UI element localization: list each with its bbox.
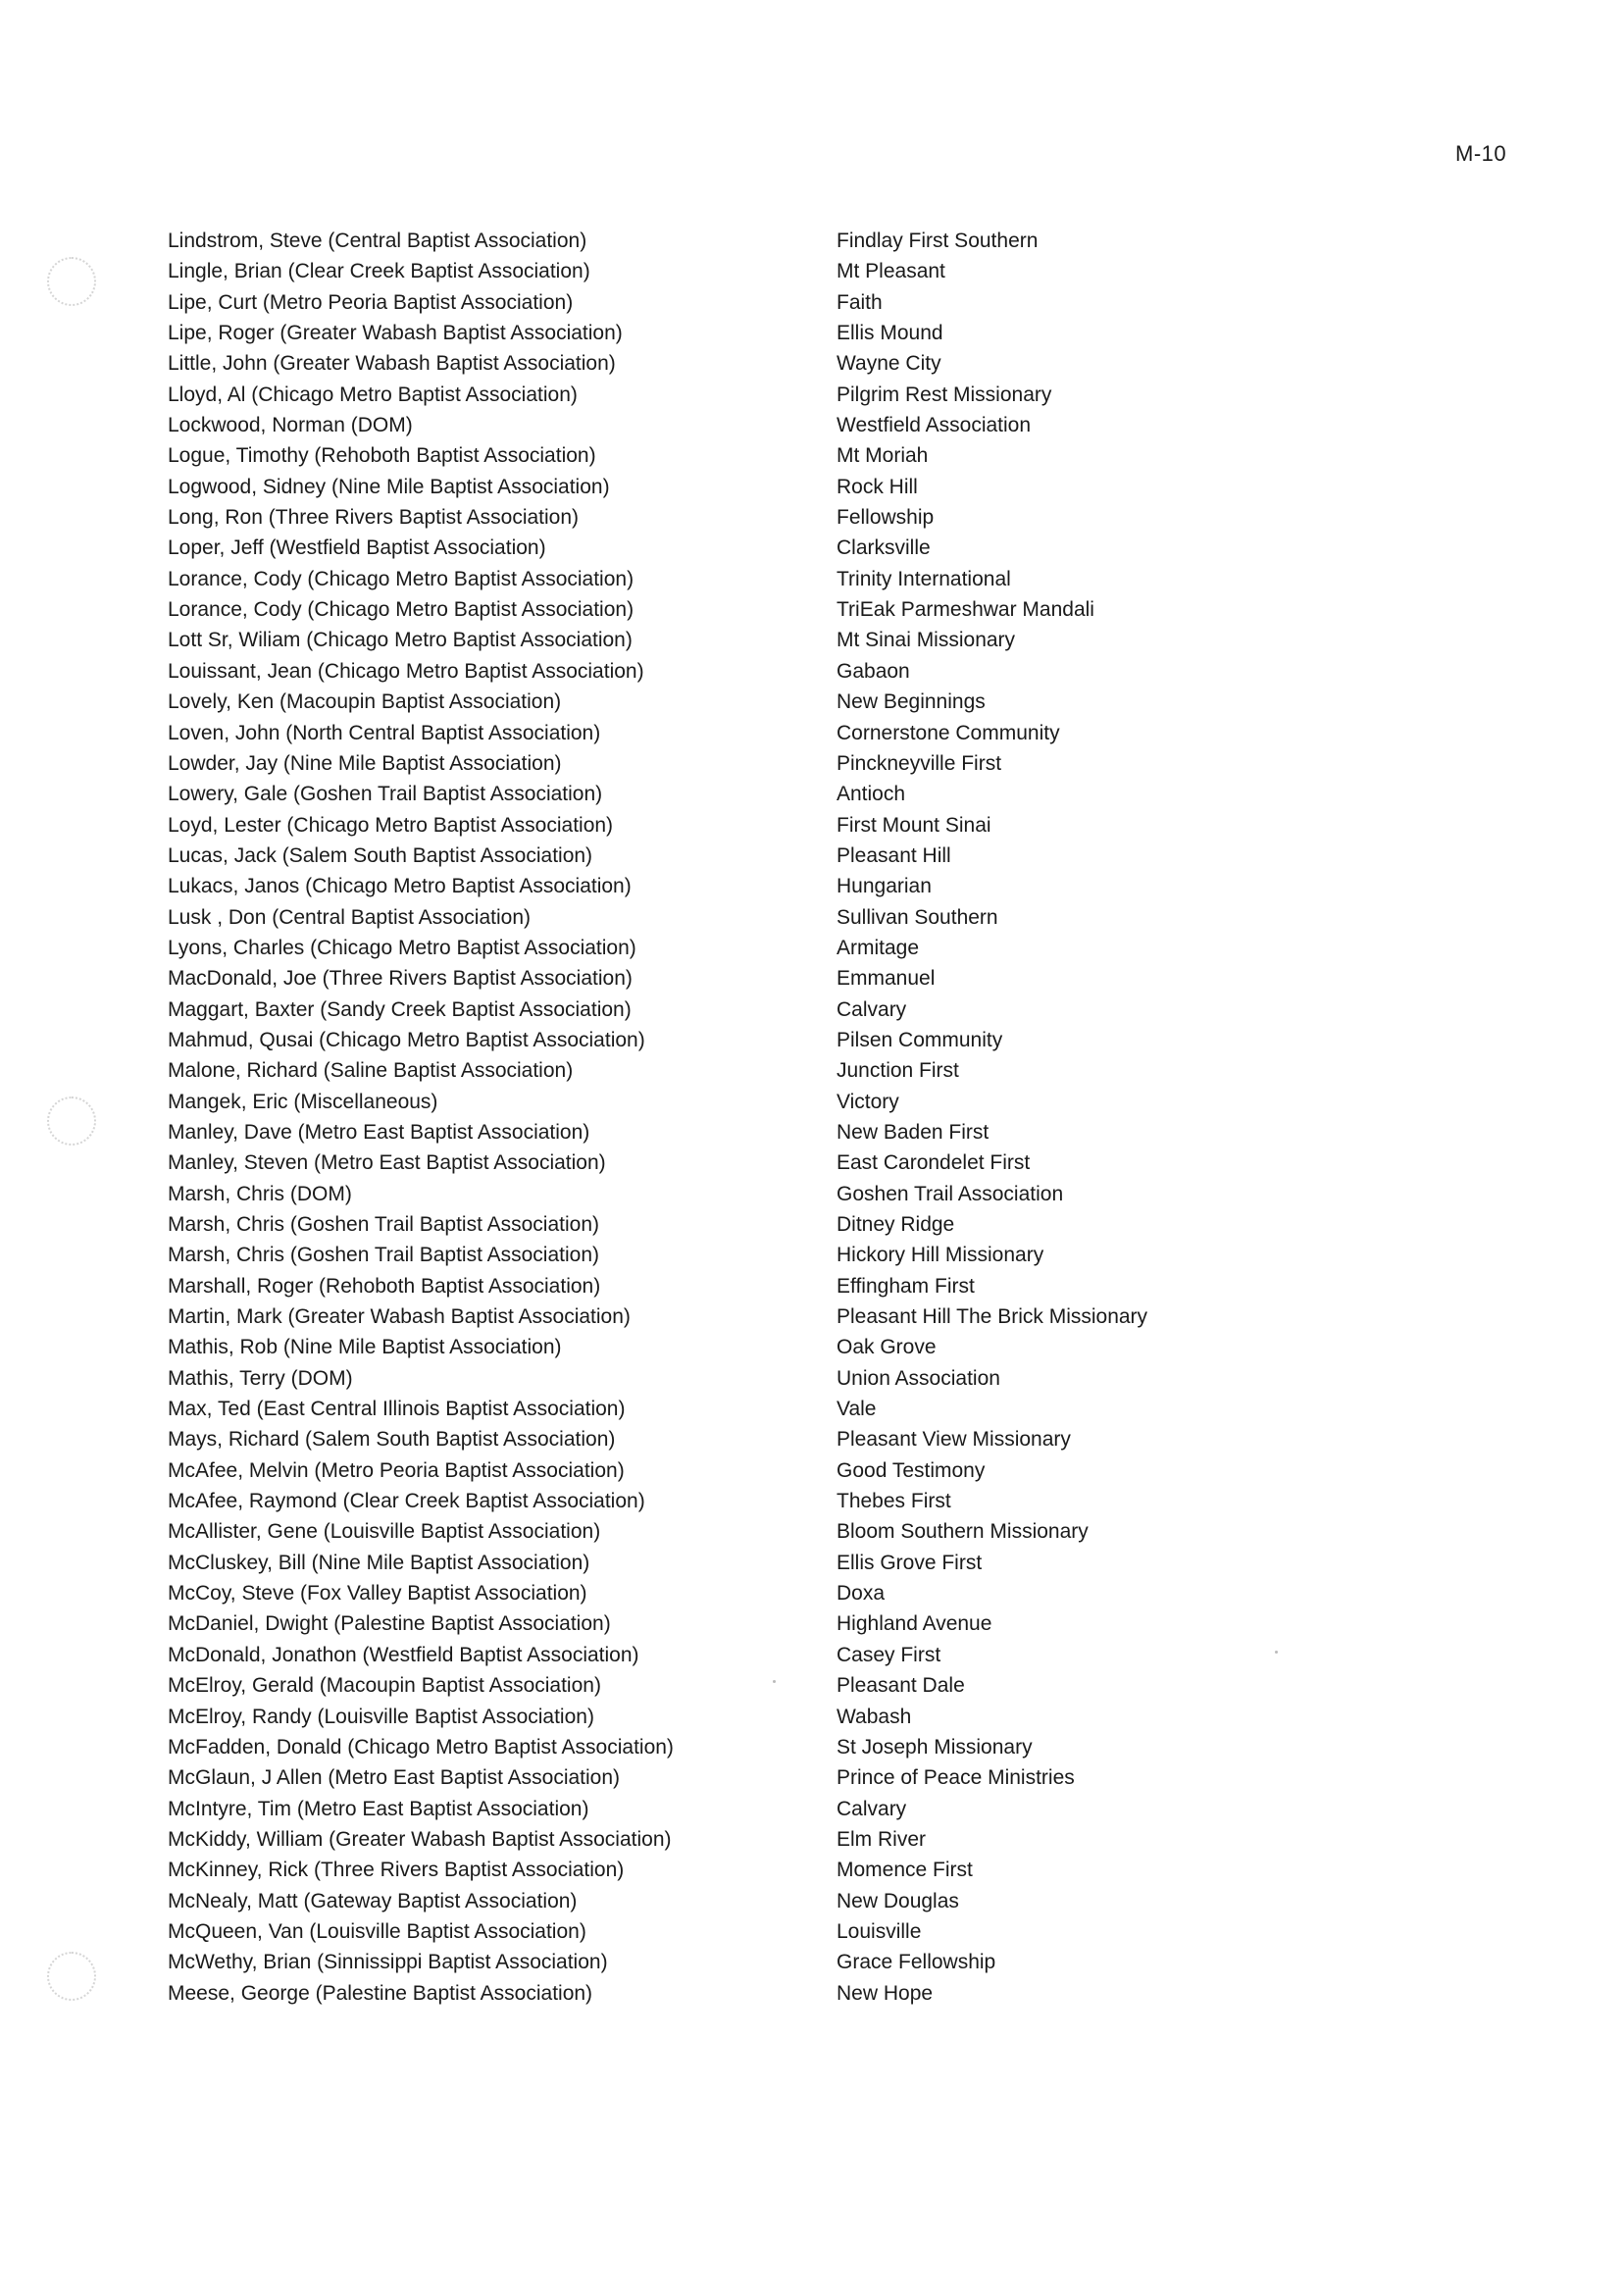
list-item: [168, 1548, 1246, 1578]
person-name: Mathis, Terry (DOM): [168, 1366, 353, 1390]
church-name: Pilgrim Rest Missionary: [837, 382, 1052, 406]
church-name: East Carondelet First: [837, 1151, 1031, 1175]
church-name: Casey First: [837, 1643, 941, 1666]
pastor-church-list: [168, 226, 1246, 2009]
person-name: McNealy, Matt (Gateway Baptist Association): [168, 1889, 578, 1912]
list-item: [168, 1947, 1246, 1977]
church-name: Union Association: [837, 1366, 1000, 1390]
church-name: Pleasant Dale: [837, 1674, 965, 1698]
church-name: Westfield Association: [837, 414, 1032, 437]
person-name: Lovely, Ken (Macoupin Baptist Association): [168, 690, 562, 714]
list-item: [168, 533, 1246, 563]
church-name: New Hope: [837, 1981, 934, 2005]
church-name: First Mount Sinai: [837, 813, 991, 837]
person-name: Marsh, Chris (Goshen Trail Baptist Association): [168, 1244, 599, 1267]
list-item: [168, 1240, 1246, 1270]
person-name: Lindstrom, Steve (Central Baptist Association): [168, 229, 587, 252]
church-name: Momence First: [837, 1859, 973, 1882]
list-item: [168, 1055, 1246, 1086]
list-item: [168, 1301, 1246, 1332]
list-item: [168, 410, 1246, 440]
person-name: Logwood, Sidney (Nine Mile Baptist Association): [168, 475, 610, 498]
church-name: Mt Sinai Missionary: [837, 629, 1016, 652]
person-name: McKiddy, William (Greater Wabash Baptist Association): [168, 1827, 672, 1851]
church-name: Gabaon: [837, 659, 910, 683]
church-name: Grace Fellowship: [837, 1951, 996, 1974]
person-name: Manley, Dave (Metro East Baptist Association): [168, 1120, 590, 1144]
list-item: [168, 1978, 1246, 2009]
church-name: Pinckneyville First: [837, 751, 1002, 775]
list-item: [168, 256, 1246, 286]
person-name: Mangek, Eric (Miscellaneous): [168, 1090, 438, 1113]
person-name: McAfee, Raymond (Clear Creek Baptist Association): [168, 1490, 645, 1513]
page-number: M-10: [1455, 141, 1507, 166]
punch-hole-mark-middle: [47, 1096, 96, 1146]
church-name: New Douglas: [837, 1889, 959, 1912]
church-name: Thebes First: [837, 1490, 951, 1513]
church-name: Vale: [837, 1398, 877, 1421]
list-item: [168, 564, 1246, 594]
person-name: Louissant, Jean (Chicago Metro Baptist Association): [168, 659, 644, 683]
scan-speck: [1275, 1651, 1278, 1654]
list-item: [168, 810, 1246, 841]
church-name: Highland Avenue: [837, 1612, 992, 1636]
person-name: Little, John (Greater Wabash Baptist Association): [168, 352, 616, 376]
person-name: Manley, Steven (Metro East Baptist Association): [168, 1151, 606, 1175]
person-name: Lyons, Charles (Chicago Metro Baptist Association): [168, 936, 636, 959]
person-name: Logue, Timothy (Rehoboth Baptist Association): [168, 444, 596, 468]
church-name: Ellis Grove First: [837, 1551, 983, 1574]
list-item: [168, 594, 1246, 625]
church-name: Antioch: [837, 783, 906, 806]
church-name: Effingham First: [837, 1274, 975, 1298]
church-name: Trinity International: [837, 567, 1011, 590]
list-item: [168, 380, 1246, 410]
church-name: Cornerstone Community: [837, 721, 1060, 744]
list-item: [168, 226, 1246, 256]
person-name: Lingle, Brian (Clear Creek Baptist Association): [168, 260, 590, 283]
list-item: [168, 625, 1246, 655]
list-item: [168, 1794, 1246, 1824]
person-name: McDonald, Jonathon (Westfield Baptist Association): [168, 1643, 639, 1666]
person-name: Lowery, Gale (Goshen Trail Baptist Association): [168, 783, 603, 806]
punch-hole-mark-bottom: [47, 1952, 96, 2001]
church-name: New Baden First: [837, 1120, 990, 1144]
list-item: [168, 1886, 1246, 1916]
church-name: Findlay First Southern: [837, 229, 1039, 252]
list-item: [168, 1824, 1246, 1855]
list-item: [168, 933, 1246, 963]
church-name: Elm River: [837, 1827, 927, 1851]
person-name: Maggart, Baxter (Sandy Creek Baptist Association): [168, 997, 632, 1021]
list-item: [168, 440, 1246, 471]
list-item: [168, 1394, 1246, 1424]
punch-hole-mark-top: [47, 257, 96, 306]
church-name: TriEak Parmeshwar Mandali: [837, 598, 1094, 622]
person-name: Mahmud, Qusai (Chicago Metro Baptist Association): [168, 1028, 645, 1051]
person-name: Max, Ted (East Central Illinois Baptist Association): [168, 1398, 626, 1421]
person-name: Long, Ron (Three Rivers Baptist Association): [168, 506, 580, 530]
church-name: Rock Hill: [837, 475, 918, 498]
church-name: Faith: [837, 290, 883, 314]
church-name: New Beginnings: [837, 690, 986, 714]
person-name: Loven, John (North Central Baptist Association): [168, 721, 601, 744]
person-name: McKinney, Rick (Three Rivers Baptist Association): [168, 1859, 625, 1882]
list-item: [168, 1025, 1246, 1055]
person-name: McCluskey, Bill (Nine Mile Baptist Association): [168, 1551, 590, 1574]
church-name: Ditney Ridge: [837, 1213, 955, 1236]
church-name: Mt Pleasant: [837, 260, 945, 283]
church-name: St Joseph Missionary: [837, 1735, 1033, 1759]
list-item: [168, 1117, 1246, 1147]
list-item: [168, 841, 1246, 871]
church-name: Pleasant Hill: [837, 843, 951, 867]
person-name: Marsh, Chris (DOM): [168, 1182, 352, 1205]
list-item: [168, 1608, 1246, 1639]
list-item: [168, 656, 1246, 687]
list-item: [168, 687, 1246, 717]
person-name: McFadden, Donald (Chicago Metro Baptist Association): [168, 1735, 674, 1759]
church-name: Ellis Mound: [837, 322, 943, 345]
person-name: Loyd, Lester (Chicago Metro Baptist Association): [168, 813, 614, 837]
church-name: Louisville: [837, 1919, 922, 1943]
person-name: McCoy, Steve (Fox Valley Baptist Association): [168, 1582, 587, 1606]
person-name: Meese, George (Palestine Baptist Association): [168, 1981, 593, 2005]
list-item: [168, 1424, 1246, 1454]
church-name: Fellowship: [837, 506, 935, 530]
list-item: [168, 1578, 1246, 1608]
church-name: Victory: [837, 1090, 899, 1113]
church-name: Hickory Hill Missionary: [837, 1244, 1044, 1267]
person-name: Lorance, Cody (Chicago Metro Baptist Association): [168, 567, 634, 590]
person-name: Lockwood, Norman (DOM): [168, 414, 413, 437]
church-name: Hungarian: [837, 875, 932, 898]
church-name: Calvary: [837, 1797, 907, 1820]
list-item: [168, 318, 1246, 348]
list-item: [168, 1147, 1246, 1178]
person-name: Marshall, Roger (Rehoboth Baptist Association): [168, 1274, 601, 1298]
list-item: [168, 502, 1246, 533]
list-item: [168, 1179, 1246, 1209]
church-name: Doxa: [837, 1582, 886, 1606]
church-name: Emmanuel: [837, 967, 936, 991]
person-name: Lipe, Curt (Metro Peoria Baptist Association): [168, 290, 574, 314]
person-name: Lucas, Jack (Salem South Baptist Association): [168, 843, 593, 867]
person-name: McElroy, Randy (Louisville Baptist Association): [168, 1705, 594, 1728]
list-item: [168, 1087, 1246, 1117]
church-name: Junction First: [837, 1059, 959, 1083]
church-name: Good Testimony: [837, 1458, 986, 1482]
church-name: Prince of Peace Ministries: [837, 1766, 1075, 1790]
church-name: Pleasant Hill The Brick Missionary: [837, 1305, 1148, 1329]
person-name: Lipe, Roger (Greater Wabash Baptist Association): [168, 322, 623, 345]
person-name: Lorance, Cody (Chicago Metro Baptist Association): [168, 598, 634, 622]
person-name: Martin, Mark (Greater Wabash Baptist Association): [168, 1305, 631, 1329]
list-item: [168, 718, 1246, 748]
person-name: Mathis, Rob (Nine Mile Baptist Association): [168, 1336, 562, 1359]
person-name: Malone, Richard (Saline Baptist Association): [168, 1059, 574, 1083]
church-name: Pleasant View Missionary: [837, 1428, 1071, 1452]
list-item: [168, 472, 1246, 502]
list-item: [168, 994, 1246, 1025]
person-name: McDaniel, Dwight (Palestine Baptist Association): [168, 1612, 611, 1636]
list-item: [168, 1702, 1246, 1732]
church-name: Mt Moriah: [837, 444, 929, 468]
list-item: [168, 1670, 1246, 1701]
church-name: Pilsen Community: [837, 1028, 1003, 1051]
church-name: Armitage: [837, 936, 920, 959]
person-name: McElroy, Gerald (Macoupin Baptist Association): [168, 1674, 601, 1698]
person-name: Loper, Jeff (Westfield Baptist Association): [168, 536, 546, 560]
person-name: McWethy, Brian (Sinnissippi Baptist Association): [168, 1951, 608, 1974]
list-item: [168, 1363, 1246, 1394]
list-item: [168, 1209, 1246, 1240]
list-item: [168, 1916, 1246, 1947]
list-item: [168, 1855, 1246, 1885]
person-name: Marsh, Chris (Goshen Trail Baptist Association): [168, 1213, 599, 1236]
person-name: McAllister, Gene (Louisville Baptist Association): [168, 1520, 601, 1544]
person-name: McAfee, Melvin (Metro Peoria Baptist Association): [168, 1458, 625, 1482]
list-item: [168, 963, 1246, 994]
person-name: Lusk , Don (Central Baptist Association): [168, 905, 532, 929]
person-name: Lowder, Jay (Nine Mile Baptist Association): [168, 751, 562, 775]
person-name: McQueen, Van (Louisville Baptist Association): [168, 1919, 586, 1943]
list-item: [168, 287, 1246, 318]
list-item: [168, 871, 1246, 901]
person-name: MacDonald, Joe (Three Rivers Baptist Association): [168, 967, 633, 991]
list-item: [168, 1332, 1246, 1362]
list-item: [168, 1762, 1246, 1793]
church-name: Oak Grove: [837, 1336, 937, 1359]
list-item: [168, 1732, 1246, 1762]
church-name: Clarksville: [837, 536, 931, 560]
church-name: Bloom Southern Missionary: [837, 1520, 1089, 1544]
person-name: McIntyre, Tim (Metro East Baptist Association): [168, 1797, 589, 1820]
church-name: Goshen Trail Association: [837, 1182, 1064, 1205]
list-item: [168, 1271, 1246, 1301]
list-item: [168, 1486, 1246, 1516]
church-name: Wabash: [837, 1705, 912, 1728]
person-name: Lott Sr, Wiliam (Chicago Metro Baptist Association): [168, 629, 633, 652]
person-name: Mays, Richard (Salem South Baptist Association): [168, 1428, 616, 1452]
list-item: [168, 902, 1246, 933]
church-name: Wayne City: [837, 352, 941, 376]
list-item: [168, 748, 1246, 779]
church-name: Calvary: [837, 997, 907, 1021]
list-item: [168, 779, 1246, 809]
list-item: [168, 1516, 1246, 1547]
person-name: Lukacs, Janos (Chicago Metro Baptist Association): [168, 875, 632, 898]
church-name: Sullivan Southern: [837, 905, 998, 929]
list-item: [168, 1455, 1246, 1486]
person-name: Lloyd, Al (Chicago Metro Baptist Association): [168, 382, 578, 406]
list-item: [168, 348, 1246, 379]
list-item: [168, 1640, 1246, 1670]
person-name: McGlaun, J Allen (Metro East Baptist Association): [168, 1766, 621, 1790]
